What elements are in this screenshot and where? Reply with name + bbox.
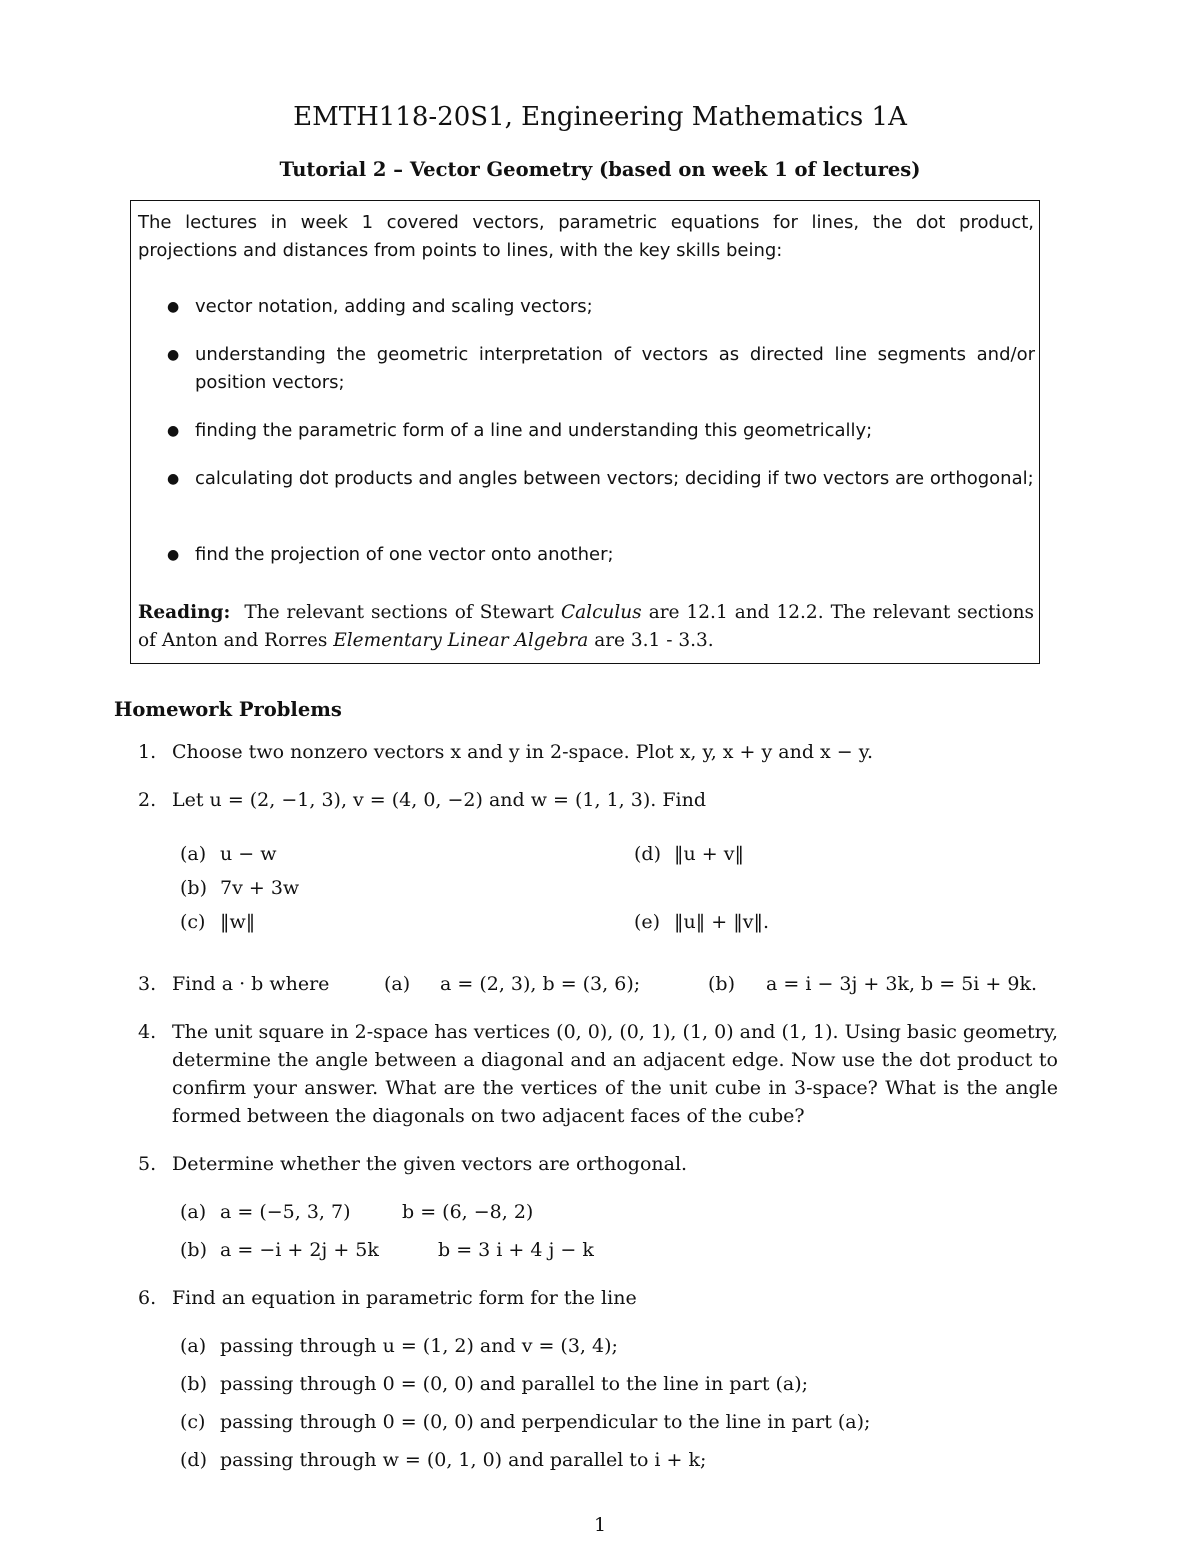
summary-box (130, 200, 1040, 664)
box-intro: The lectures in week 1 covered vectors, parametric equations for lines, the dot product, projections and distances from points to lines, with the key skills being: (138, 212, 1034, 261)
bullet-icon: ● (167, 547, 180, 563)
bullet-icon: ● (167, 423, 180, 439)
problem-5: 5. Determine whether the given vectors are orthogonal. (138, 1153, 688, 1175)
problem-3: 3. Find a · b where (138, 973, 330, 995)
bullet-icon: ● (167, 299, 180, 315)
reading-label: Reading: (138, 602, 231, 623)
bullet-icon: ● (167, 471, 180, 487)
problem-6-part: (b) passing through 0 = (0, 0) and parallel to the line in part (a); (180, 1373, 809, 1395)
page-number: 1 (593, 1514, 607, 1536)
problem-2-part: (e) ‖u‖ + ‖v‖. (634, 911, 770, 933)
skill-item: ● vector notation, adding and scaling vectors; (167, 293, 1035, 321)
page-title: EMTH118-20S1, Engineering Mathematics 1A (293, 102, 907, 132)
problem-2-part: (c) ‖w‖ (180, 911, 256, 933)
skill-item: ● understanding the geometric interpretation of vectors as directed line segments and/or position vectors; (167, 341, 1035, 397)
problem-2-part: (d) ‖u + v‖ (634, 843, 744, 865)
skill-item: ● finding the parametric form of a line and understanding this geometrically; (167, 417, 1035, 445)
problem-2: 2. Let u = (2, −1, 3), v = (4, 0, −2) and w = (1, 1, 3). Find (138, 789, 706, 811)
problem-6-part: (d) passing through w = (0, 1, 0) and parallel to i + k; (180, 1449, 707, 1471)
problem-3-part-b: (b) a = i − 3j + 3k, b = 5i + 9k. (708, 973, 1038, 995)
book-title: Calculus (560, 602, 642, 623)
problem-5-part: (b) a = −i + 2j + 5k b = 3 i + 4 j − k (180, 1239, 594, 1261)
problem-1: 1. Choose two nonzero vectors x and y in 2-space. Plot x, y, x + y and x − y. (138, 741, 873, 763)
page-subtitle: Tutorial 2 – Vector Geometry (based on week 1 of lectures) (279, 158, 921, 181)
reading-note: Reading: The relevant sections of Stewart Calculus are 12.1 and 12.2. The relevant sections of Anton and Rorres Elementary Linear Algebra are 3.1 - 3.3. (138, 602, 1034, 651)
problem-6-part: (c) passing through 0 = (0, 0) and perpendicular to the line in part (a); (180, 1411, 871, 1433)
problem-6: 6. Find an equation in parametric form for the line (138, 1287, 637, 1309)
problem-2-part: (b) 7v + 3w (180, 877, 300, 899)
book-title: Elementary Linear Algebra (333, 630, 589, 651)
problem-6-part: (a) passing through u = (1, 2) and v = (3, 4); (180, 1335, 618, 1357)
problem-5-part: (a) a = (−5, 3, 7) b = (6, −8, 2) (180, 1201, 534, 1223)
homework-heading: Homework Problems (114, 698, 342, 721)
problem-2-part: (a) u − w (180, 843, 277, 865)
bullet-icon: ● (167, 347, 180, 363)
skill-item: ● find the projection of one vector onto another; (167, 541, 1035, 569)
skill-item: ● calculating dot products and angles between vectors; deciding if two vectors are orthogonal; (167, 465, 1035, 493)
problem-4: 4. The unit square in 2-space has vertices (0, 0), (0, 1), (1, 0) and (1, 1). Using basic geometry, determine the angle between a diagonal and an adjacent edge. Now use the dot product to confirm your answer. What are the vertices of the unit cube in 3-space? What is the angle formed between the diagonals on two adjacent faces of the cube? (138, 1021, 1058, 1127)
problem-3-part-a: (a) a = (2, 3), b = (3, 6); (384, 973, 641, 995)
